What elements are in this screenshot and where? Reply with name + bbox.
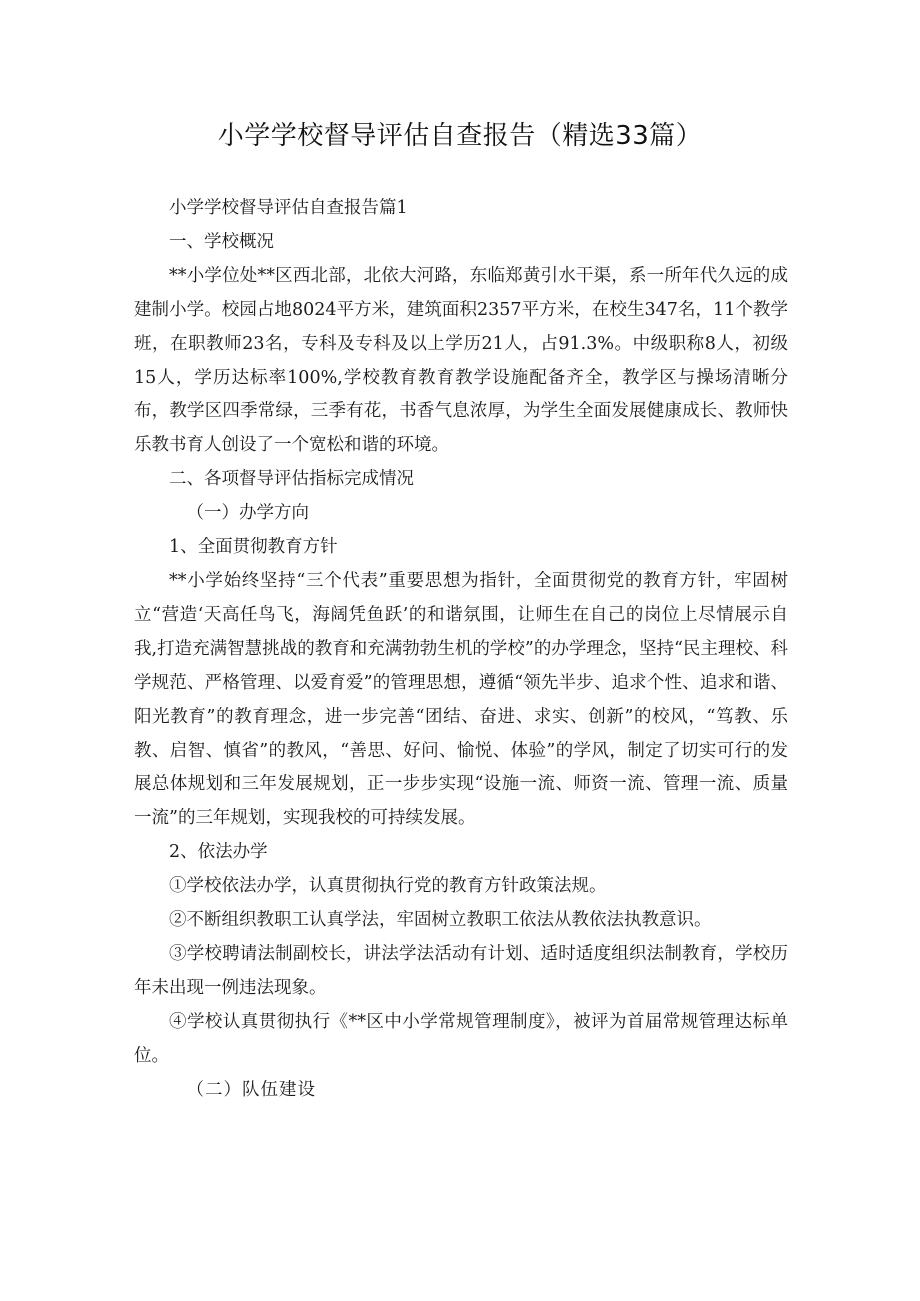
section-heading-school-overview: 一、学校概况 bbox=[169, 231, 274, 252]
subsection-heading-direction: （一）办学方向 bbox=[186, 503, 309, 524]
list-item-law-4: ④学校认真贯彻执行《**区中小学常规管理制度》，被评为首届常规管理达标单位。 bbox=[134, 1011, 788, 1066]
list-item-law-1: ①学校依法办学，认真贯彻执行党的教育方针政策法规。 bbox=[169, 876, 607, 897]
section-heading-indicators: 二、各项督导评估指标完成情况 bbox=[169, 469, 414, 490]
list-item-law-2: ②不断组织教职工认真学法，牢固树立教职工依法从教依法执教意识。 bbox=[169, 910, 712, 931]
list-item-law-3: ③学校聘请法制副校长，讲法学法活动有计划、适时适度组织法制教育，学校历年未出现一例违法现象。 bbox=[134, 943, 788, 998]
subsection-heading-team: （二）队伍建设 bbox=[186, 1079, 316, 1100]
document-title: 小学学校督导评估自查报告（精选33篇） bbox=[217, 121, 703, 151]
article-subtitle: 小学学校督导评估自查报告篇1 bbox=[169, 198, 408, 218]
item-heading-education-policy: 1、全面贯彻教育方针 bbox=[169, 537, 338, 558]
paragraph-school-overview: **小学位处**区西北部，北依大河路，东临郑黄引水干渠，系一所年代久远的成建制小学。校园占地8024平方米，建筑面积2357平方米，在校生347名，11个教学班，在职教师23名，专科及专科及以上学历21人，占91.3%。中级职称8人，初级15人，学历达标率100%,学校教育教育教学设施配备齐全，教学区与操场清晰分布，教学区四季常绿，三季有花，书香气息浓厚，为学生全面发展健康成长、教师快乐教书育人创设了一个宽松和谐的环境。 bbox=[134, 265, 788, 456]
paragraph-education-policy: **小学始终坚持“三个代表”重要思想为指针，全面贯彻党的教育方针，牢固树立“营造‘天高任鸟飞，海阔凭鱼跃’的和谐氛围，让师生在自己的岗位上尽情展示自我,打造充满智慧挑战的教育和充满勃勃生机的学校”的办学理念，坚持“民主理校、科学规范、严格管理、以爱育爱”的管理思想，遵循“领先半步、追求个性、追求和谐、阳光教育”的教育理念，进一步完善“团结、奋进、求实、创新”的校风，“笃教、乐教、启智、慎省”的教风，“善思、好问、愉悦、体验”的学风，制定了切实可行的发展总体规划和三年发展规划，正一步步实现“设施一流、师资一流、管理一流、质量一流”的三年规划，实现我校的可持续发展。 bbox=[134, 570, 788, 829]
document-body bbox=[134, 192, 788, 1107]
item-heading-law-based: 2、依法办学 bbox=[169, 842, 268, 863]
